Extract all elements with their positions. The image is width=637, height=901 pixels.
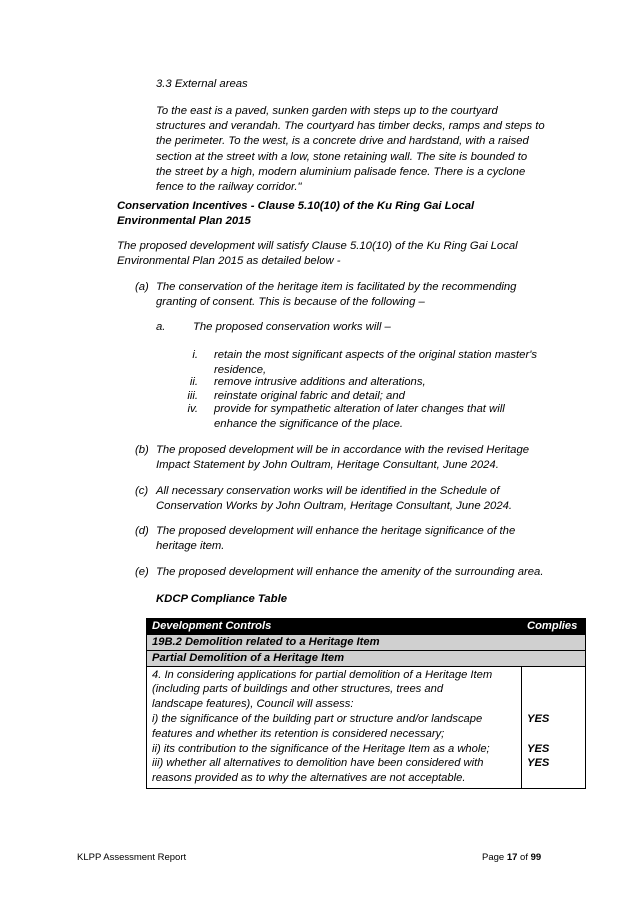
roman-text: [214, 348, 537, 378]
intro-line: Environmental Plan 2015 as detailed below -: [117, 255, 341, 268]
page-total: 99: [530, 852, 542, 863]
item-line: The proposed development will enhance the heritage significance of the: [156, 525, 516, 537]
item-line: All necessary conservation works will be identified in the Schedule of: [156, 485, 500, 497]
heading-line: Environmental Plan 2015: [117, 215, 251, 228]
complies-cell: [522, 666, 586, 788]
complies-line: [527, 771, 580, 786]
control-line: iii) whether all alternatives to demolition have been considered with: [152, 757, 484, 770]
complies-line: [527, 697, 580, 712]
compliance-table: [146, 618, 586, 789]
roman-line: residence,: [214, 364, 267, 377]
item-line: Impact Statement by John Oultram, Heritage Consultant, June 2024.: [156, 459, 499, 472]
paragraph-line: the perimeter. To the west, is a concrete drive and hardstand, with a raised: [156, 135, 529, 148]
roman-label: i.: [192, 349, 198, 361]
roman-label: iii.: [187, 390, 198, 402]
intro-line: The proposed development will satisfy Clause 5.10(10) of the Ku Ring Gai Local: [117, 240, 518, 252]
incentives-heading: [117, 199, 474, 229]
item-line: The proposed development will be in accordance with the revised Heritage: [156, 444, 530, 456]
item-line: granting of consent. This is because of the following –: [156, 296, 425, 309]
roman-line: provide for sympathetic alteration of later changes that will: [214, 403, 505, 415]
paragraph-line: fence to the railway corridor.": [156, 181, 302, 194]
item-label: (e): [135, 566, 149, 578]
item-label: (c): [135, 485, 149, 497]
control-line: reasons provided as to why the alternatives are not acceptable.: [152, 772, 466, 785]
complies-line: [527, 727, 580, 742]
header-complies: Complies: [522, 619, 586, 635]
roman-label: ii.: [189, 376, 198, 388]
complies-line: YES: [527, 757, 550, 770]
incentives-intro: [117, 239, 518, 269]
roman-text: reinstate original fabric and detail; and: [214, 390, 405, 402]
control-line: landscape features), Council will assess:: [152, 698, 354, 711]
table-section-row: [147, 635, 586, 651]
page-prefix: Page: [482, 852, 507, 863]
item-text: [156, 280, 516, 310]
footer-report-name: KLPP Assessment Report: [77, 852, 187, 863]
roman-line: retain the most significant aspects of the original station master's: [214, 349, 538, 361]
table-subsection-row: [147, 650, 586, 666]
table-row: [147, 666, 586, 788]
item-text: [156, 524, 515, 554]
complies-line: YES: [527, 712, 550, 725]
heading-line: Conservation Incentives - Clause 5.10(10) of the Ku Ring Gai Local: [117, 200, 475, 212]
complies-line: YES: [527, 742, 550, 755]
sub-item-label: a.: [156, 321, 166, 333]
item-text: The proposed development will enhance the amenity of the surrounding area.: [156, 566, 544, 578]
section-paragraph: [156, 104, 576, 195]
roman-label: iv.: [187, 403, 198, 415]
paragraph-line: section at the street with a low, stone retaining wall. The site is bounded to: [156, 150, 528, 163]
item-line: The conservation of the heritage item is facilitated by the recommending: [156, 281, 517, 293]
page-current: 17: [506, 852, 518, 863]
section-heading: 3.3 External areas: [156, 78, 248, 90]
sub-item-text: The proposed conservation works will –: [193, 321, 391, 333]
item-text: [156, 484, 512, 514]
control-line: (including parts of buildings and other structures, trees and: [152, 683, 444, 696]
roman-text: [214, 402, 505, 432]
item-label: (d): [135, 525, 149, 537]
page-of: of: [517, 852, 531, 863]
item-label: (a): [135, 281, 149, 293]
complies-line: [527, 668, 580, 683]
item-line: heritage item.: [156, 540, 225, 553]
table-title: KDCP Compliance Table: [156, 593, 287, 605]
complies-line: [527, 682, 580, 697]
control-line: 4. In considering applications for partial demolition of a Heritage Item: [152, 668, 493, 681]
paragraph-line: To the east is a paved, sunken garden with steps up to the courtyard: [156, 105, 498, 117]
paragraph-line: the street by a high, modern aluminium palisade fence. There is a cyclone: [156, 165, 526, 178]
item-text: [156, 443, 529, 473]
subsection-row-cell: Partial Demolition of a Heritage Item: [147, 650, 586, 666]
roman-text: remove intrusive additions and alterations,: [214, 376, 426, 388]
item-line: Conservation Works by John Oultram, Heritage Consultant, June 2024.: [156, 500, 513, 513]
control-line: ii) its contribution to the significance of the Heritage Item as a whole;: [152, 742, 490, 755]
paragraph-line: structures and verandah. The courtyard has timber decks, ramps and steps to: [156, 120, 545, 133]
footer-page-number: [482, 852, 541, 863]
table-header-row: [147, 619, 586, 635]
control-line: i) the significance of the building part or structure and/or landscape: [152, 712, 483, 725]
control-line: features and whether its retention is considered necessary;: [152, 727, 445, 740]
controls-cell: [147, 666, 522, 788]
header-development-controls: Development Controls: [147, 619, 522, 635]
section-row-cell: 19B.2 Demolition related to a Heritage Item: [147, 635, 586, 651]
item-label: (b): [135, 444, 149, 456]
roman-line: enhance the significance of the place.: [214, 418, 404, 431]
